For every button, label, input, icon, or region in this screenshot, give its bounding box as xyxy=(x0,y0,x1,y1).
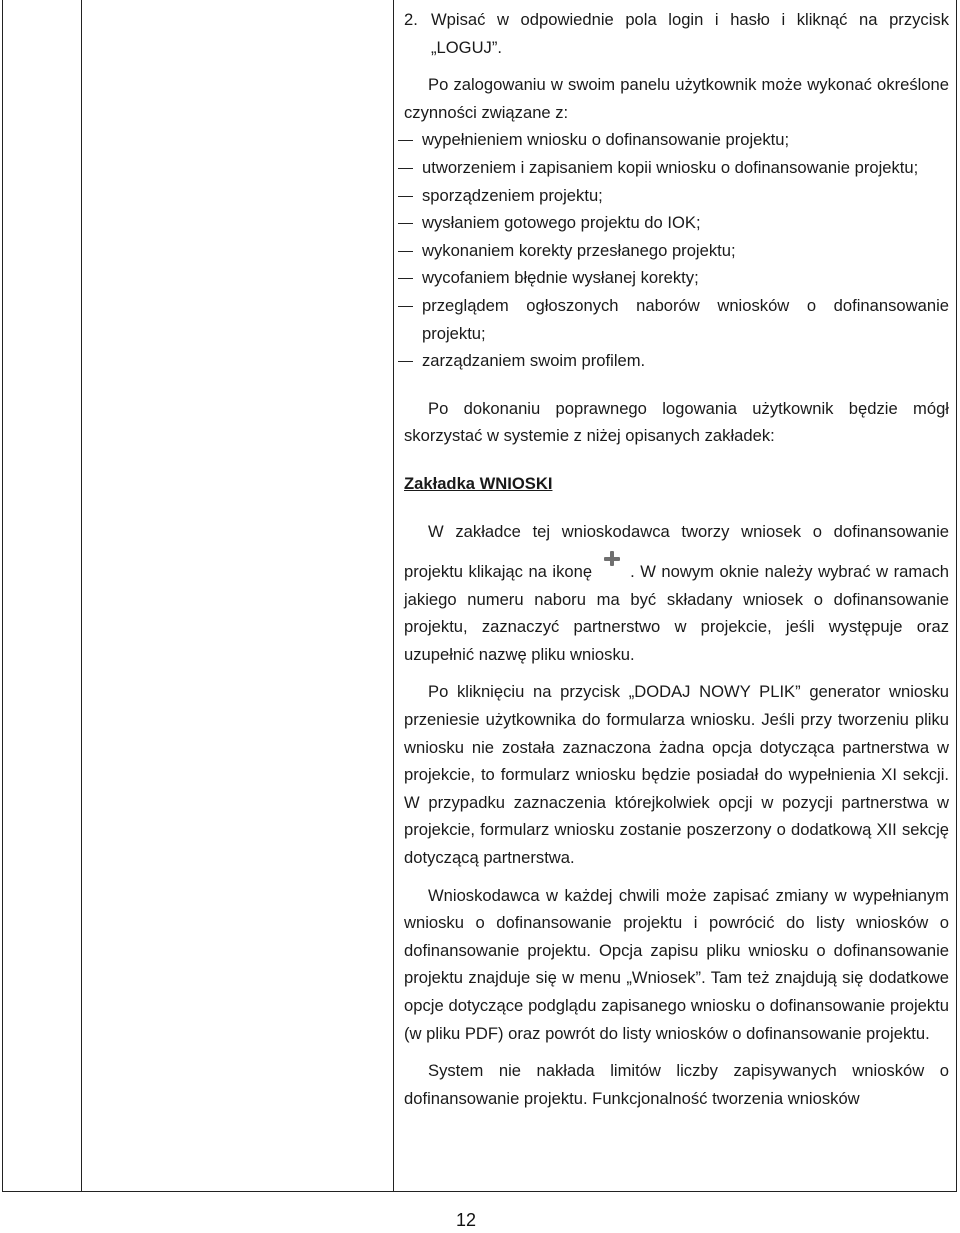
wnioski-text-before-icon: W zakładce tej wnioskodawca tworzy wniosek o dofinansowanie projektu klikając na ikonę xyxy=(404,521,949,582)
list-item: sporządzeniem projektu; xyxy=(404,182,949,210)
numbered-step xyxy=(404,6,949,61)
document-body xyxy=(404,6,949,1112)
list-item: wypełnieniem wniosku o dofinansowanie projektu; xyxy=(404,126,949,154)
limit-paragraph: System nie nakłada limitów liczby zapisywanych wniosków o dofinansowanie projektu. Funkcjonalność tworzenia wniosków xyxy=(404,1061,949,1108)
list-item: wysłaniem gotowego projektu do IOK; xyxy=(404,209,949,237)
step-text: Wpisać w odpowiednie pola login i hasło i kliknąć na przycisk „LOGUJ”. xyxy=(431,10,949,57)
add-file-paragraph: Po kliknięciu na przycisk „DODAJ NOWY PLIK” generator wniosku przeniesie użytkownika do formularza wniosku. Jeśli przy tworzeniu pliku wniosku nie została zaznaczona żadna opcja dotycząca partnerstwa w projekcie, to formularz wniosku będzie posiadał do wypełnienia XI sekcji. W przypadku zaznaczenia którejkolwiek opcji w pozycji partnerstwa w projekcie, formularz wniosku zostanie poszerzony o dodatkową XII sekcję dotyczącą partnerstwa. xyxy=(404,682,949,868)
wnioski-paragraph xyxy=(404,518,949,669)
save-paragraph: Wnioskodawca w każdej chwili może zapisać zmiany w wypełnianym wniosku o dofinansowanie projektu i powrócić do listy wniosków o dofinansowanie projektu. Opcja zapisu pliku wniosku o dofinansowanie projektu znajduje się w menu „Wniosek”. Tam też znajdują się dodatkowe opcje dotyczące podglądu zapisanego wniosku o dofinansowanie projektu (w pliku PDF) oraz powrót do listy wniosków o dofinansowanie projektu. xyxy=(404,885,949,1043)
column-divider xyxy=(393,0,394,1191)
plus-icon xyxy=(598,545,626,571)
section-heading: Zakładka WNIOSKI xyxy=(404,473,553,493)
step-number: 2. xyxy=(404,10,418,29)
list-item: wycofaniem błędnie wysłanej korekty; xyxy=(404,264,949,292)
column-divider xyxy=(81,0,82,1191)
list-item: utworzeniem i zapisaniem kopii wniosku o dofinansowanie projektu; xyxy=(404,154,949,182)
page-number: 12 xyxy=(455,1210,477,1230)
wnioski-text-after-icon: . W nowym oknie należy wybrać w ramach jakiego numeru naboru ma być składany wniosek o dofinansowanie projektu, zaznaczyć partnerstwo w projekcie, jeśli występuje oraz uzupełnić nazwę pliku wniosku. xyxy=(404,562,949,664)
list-item: zarządzaniem swoim profilem. xyxy=(404,347,949,375)
after-login-paragraph: Po dokonaniu poprawnego logowania użytkownik będzie mógł skorzystać w systemie z niżej opisanych zakładek: xyxy=(404,398,949,446)
list-item: przeglądem ogłoszonych naborów wniosków o dofinansowanie projektu; xyxy=(404,292,949,347)
actions-list xyxy=(404,126,949,374)
list-item: wykonaniem korekty przesłanego projektu; xyxy=(404,237,949,265)
intro-paragraph: Po zalogowaniu w swoim panelu użytkownik może wykonać określone czynności związane z: xyxy=(404,75,949,122)
